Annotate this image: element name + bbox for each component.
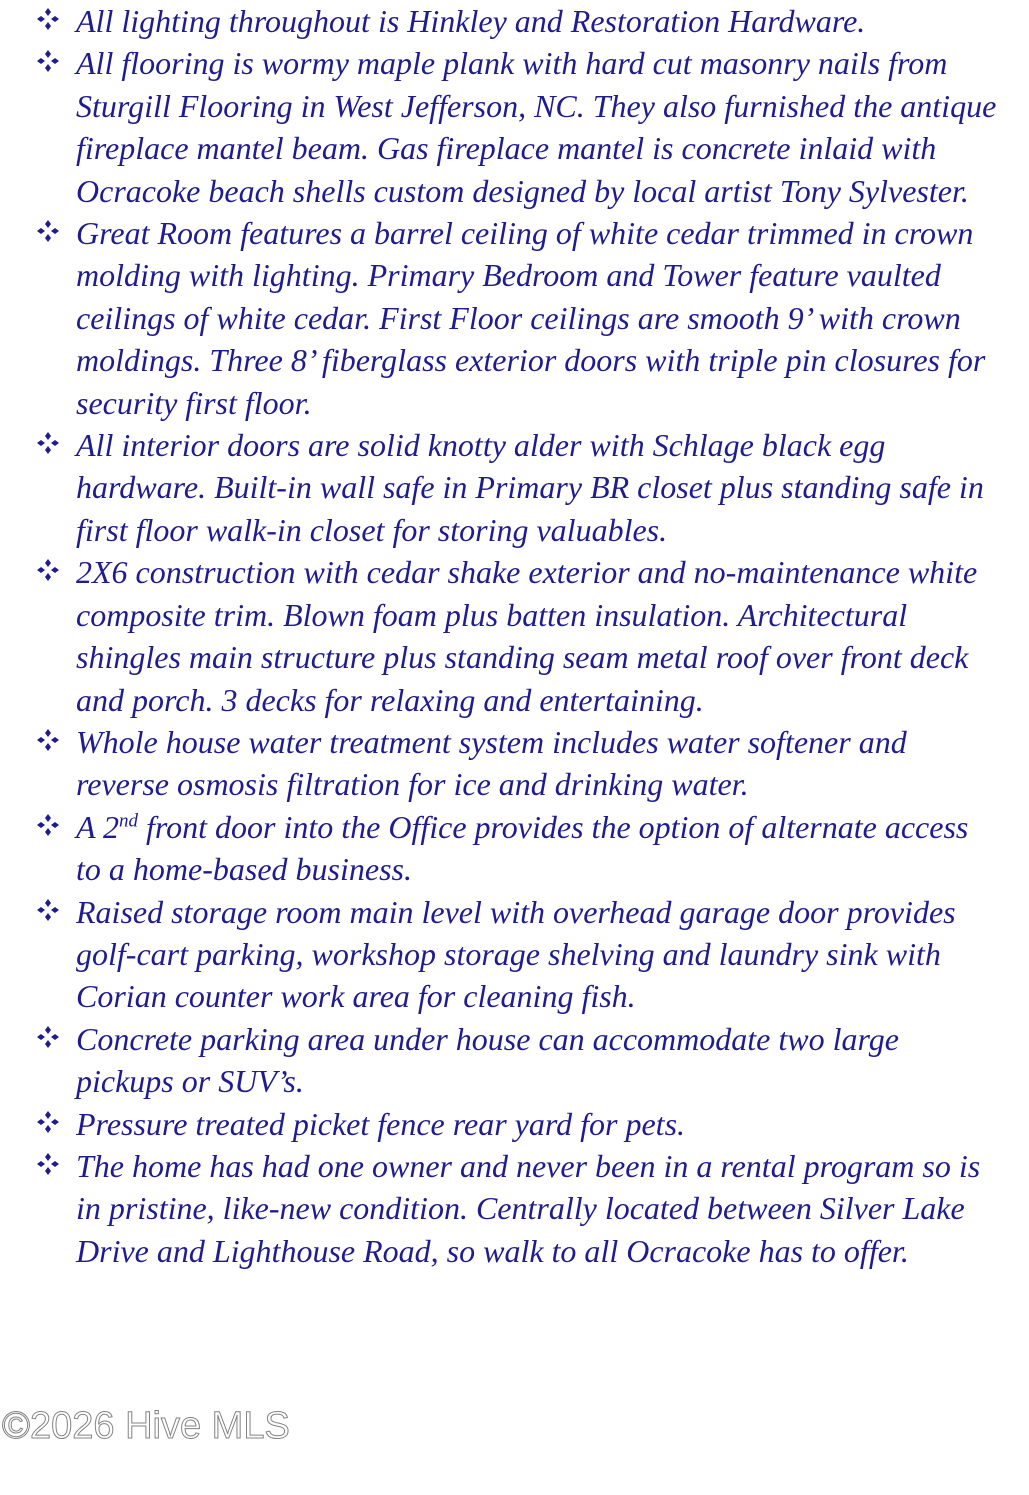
- four-diamond-bullet-icon: [36, 1110, 60, 1134]
- list-item-text: Whole house water treatment system includes water softener and reverse osmosis filtration for ice and drinking water.: [76, 723, 907, 803]
- list-item: [0, 1018, 1000, 1103]
- four-diamond-bullet-icon: [36, 558, 60, 582]
- copyright-watermark: ©2026 Hive MLS: [2, 1405, 290, 1447]
- list-item-text: Pressure treated picket fence rear yard for pets.: [76, 1105, 686, 1142]
- list-item-text: The home has had one owner and never been in a rental program so is in pristine, like-new condition. Centrally located between Silver Lake Drive and Lighthouse Road, so walk to all Ocracoke has to offer.: [76, 1147, 981, 1269]
- list-item: [0, 551, 1000, 721]
- four-diamond-bullet-icon: [36, 728, 60, 752]
- four-diamond-bullet-icon: [36, 49, 60, 73]
- list-item: [0, 806, 1000, 891]
- ordinal-superscript: nd: [118, 810, 138, 832]
- four-diamond-bullet-icon: [36, 813, 60, 837]
- list-item: [0, 721, 1000, 806]
- list-item: [0, 42, 1000, 212]
- list-item: [0, 1103, 1000, 1145]
- list-item: [0, 891, 1000, 1018]
- list-item-text: Great Room features a barrel ceiling of white cedar trimmed in crown molding with lighting. Primary Bedroom and Tower feature vaulted ceilings of white cedar. First Floor ceilings are smooth 9’ with crown moldings. Three 8’ fiberglass exterior doors with triple pin closures for security first floor.: [76, 215, 986, 421]
- list-item-text: All lighting throughout is Hinkley and Restoration Hardware.: [76, 3, 866, 39]
- four-diamond-bullet-icon: [36, 431, 60, 455]
- four-diamond-bullet-icon: [36, 898, 60, 922]
- list-item-text-after: front door into the Office provides the option of alternate access to a home-based business.: [76, 808, 969, 888]
- four-diamond-bullet-icon: [36, 1152, 60, 1176]
- list-item-text: All interior doors are solid knotty alder with Schlage black egg hardware. Built-in wall safe in Primary BR closet plus standing safe in first floor walk-in closet for storing valuables.: [76, 427, 984, 548]
- list-item: [0, 1145, 1000, 1272]
- four-diamond-bullet-icon: [36, 1025, 60, 1049]
- four-diamond-bullet-icon: [36, 219, 60, 243]
- list-item-text: [76, 809, 968, 887]
- list-item-text: 2X6 construction with cedar shake exterior and no-maintenance white composite trim. Blown foam plus batten insulation. Architectural shingles main structure plus standing seam metal roof over front deck and porch. 3 decks for relaxing and entertaining.: [76, 554, 978, 718]
- list-item-text: All flooring is wormy maple plank with hard cut masonry nails from Sturgill Flooring in West Jefferson, NC. They also furnished the antique fireplace mantel beam. Gas fireplace mantel is concrete inlaid with Ocracoke beach shells custom designed by local artist Tony Sylvester.: [76, 45, 997, 209]
- list-item: [0, 212, 1000, 424]
- list-item: [0, 424, 1000, 551]
- list-item-text-before: A 2: [76, 808, 119, 845]
- list-item: [0, 0, 1000, 42]
- list-item-text: Raised storage room main level with overhead garage door provides golf-cart parking, workshop storage shelving and laundry sink with Corian counter work area for cleaning fish.: [76, 893, 956, 1015]
- list-item-text: Concrete parking area under house can accommodate two large pickups or SUV’s.: [76, 1020, 899, 1100]
- four-diamond-bullet-icon: [36, 7, 60, 31]
